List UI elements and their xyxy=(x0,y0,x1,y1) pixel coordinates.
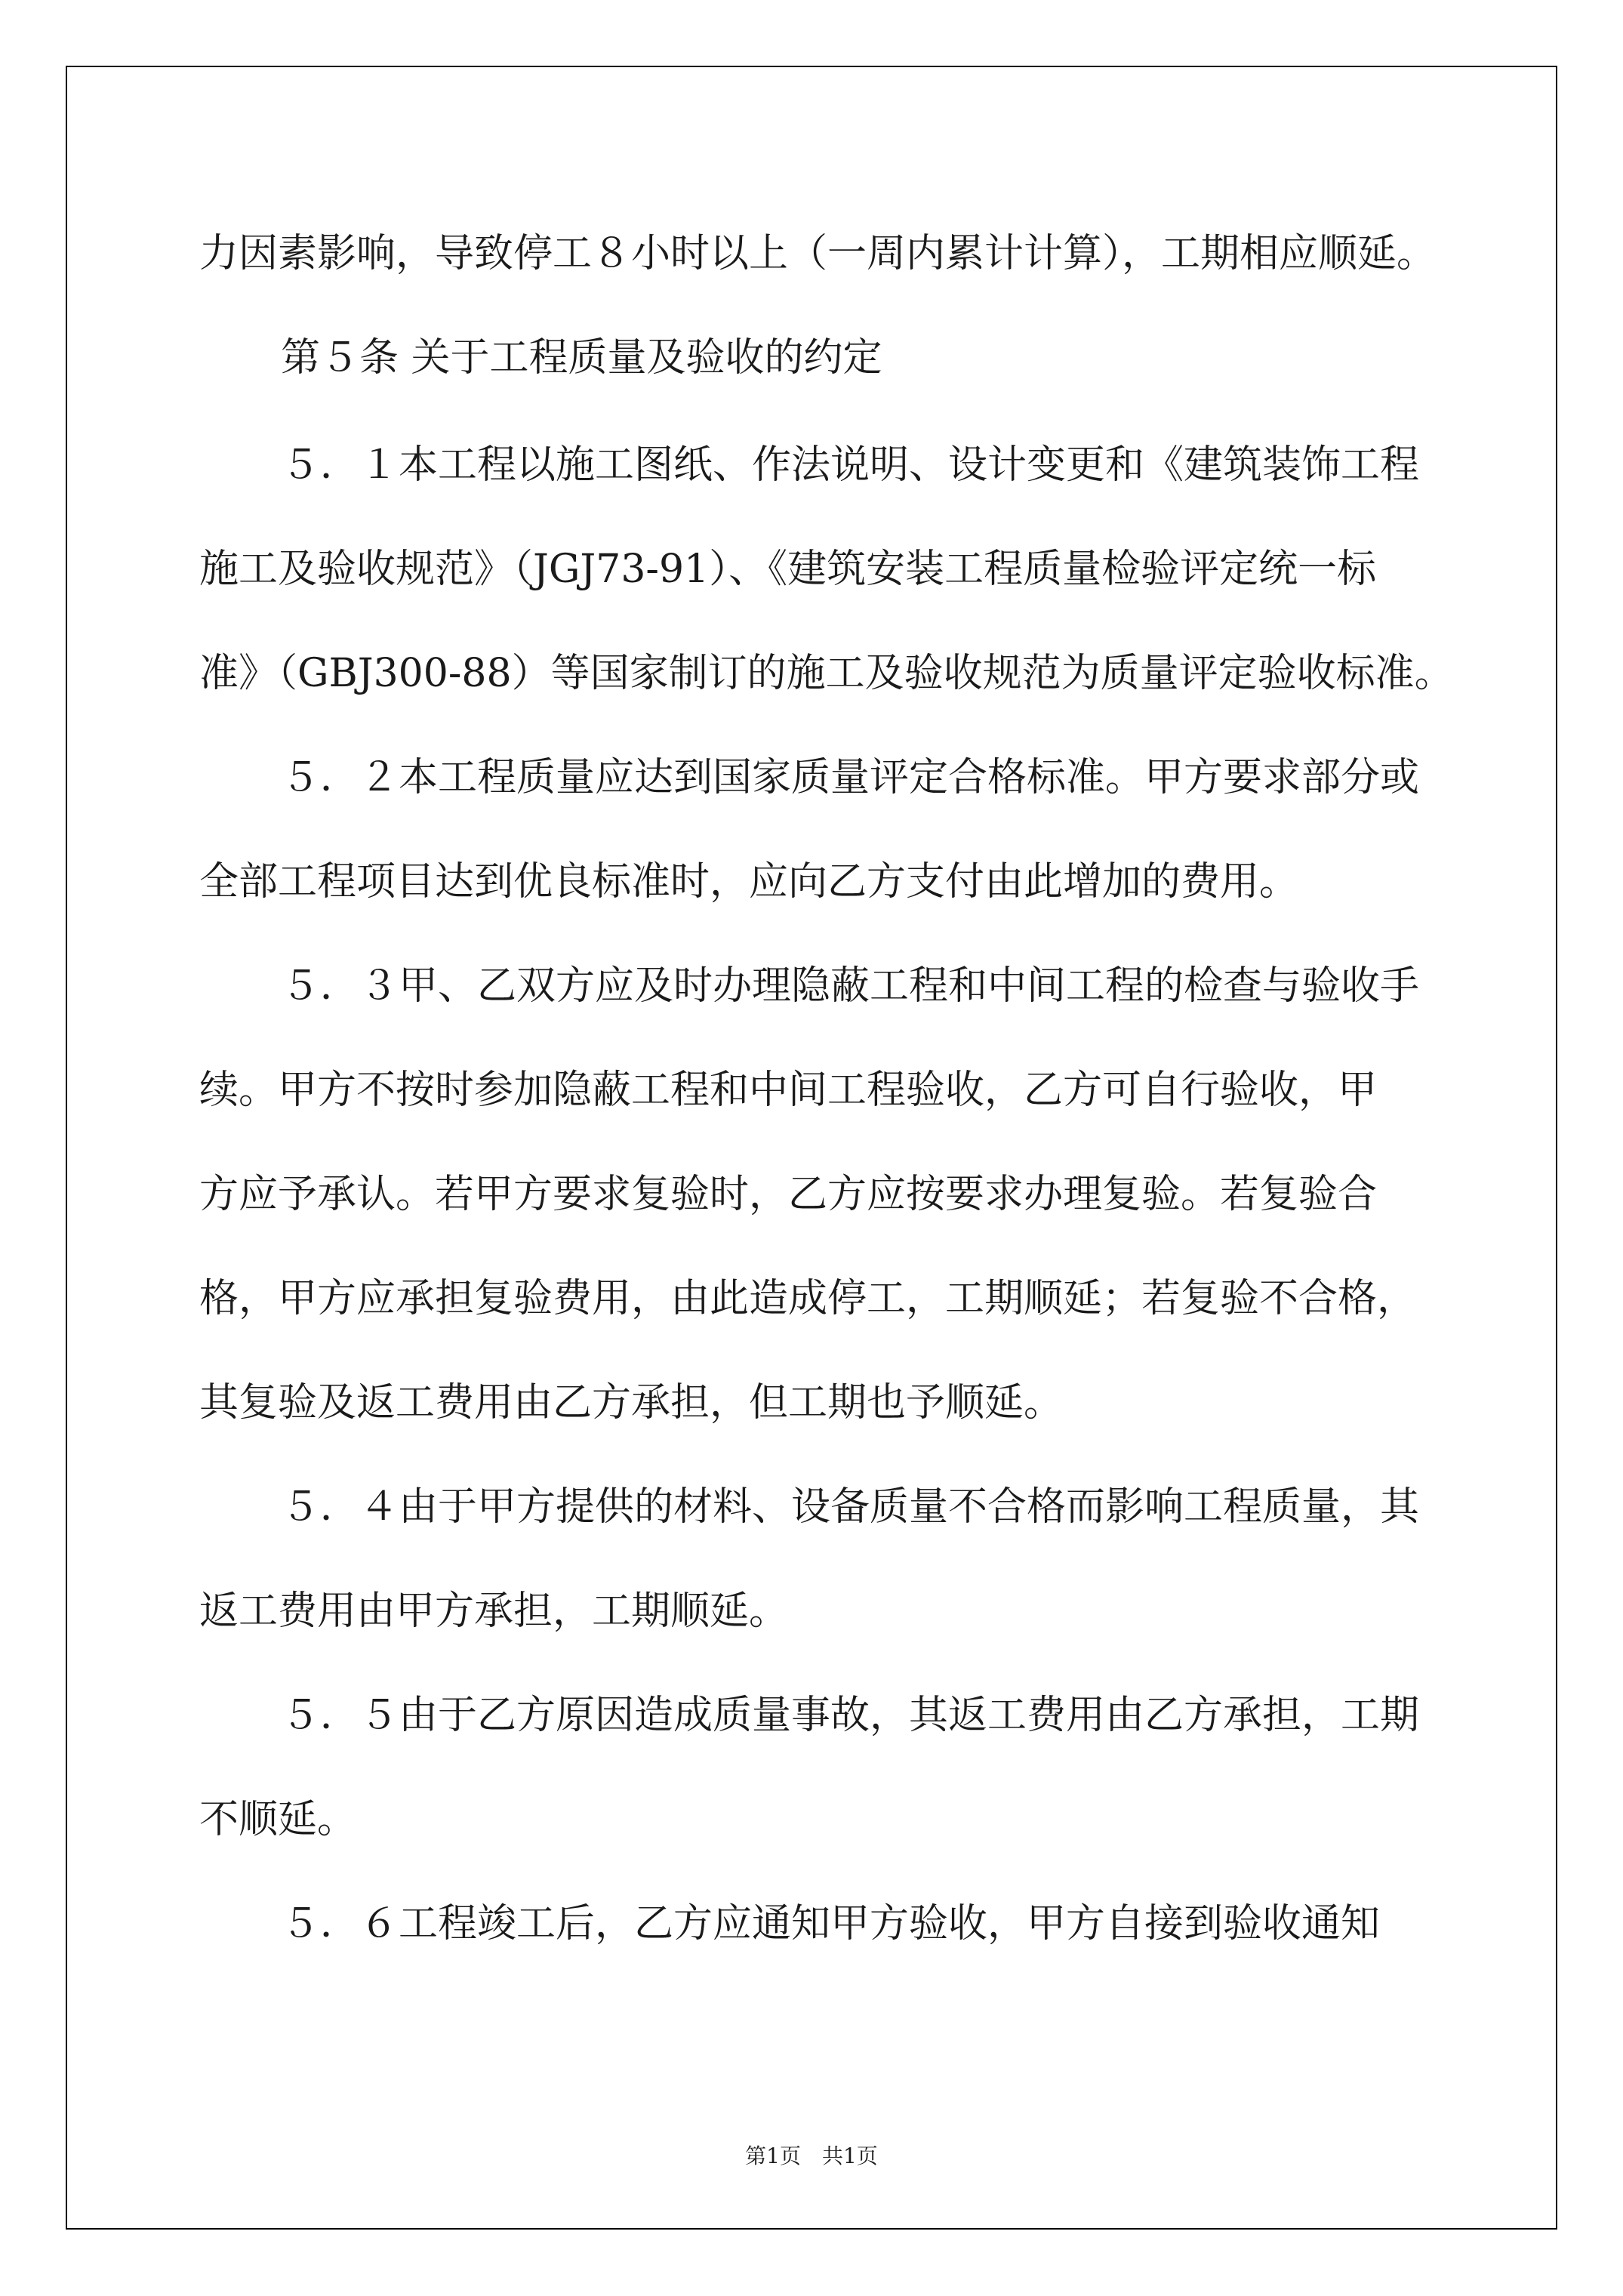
text-line: 格，甲方应承担复验费用，由此造成停工，工期顺延；若复验不合格， xyxy=(199,1276,1417,1321)
text-line: 其复验及返工费用由乙方承担，但工期也予顺延。 xyxy=(199,1380,1064,1425)
text-line: ５．６工程竣工后，乙方应通知甲方验收，甲方自接到验收通知 xyxy=(281,1901,1381,1946)
text-line: ５．２本工程质量应达到国家质量评定合格标准。甲方要求部分或 xyxy=(281,755,1420,800)
text-line: 方应予承认。若甲方要求复验时，乙方应按要求办理复验。若复验合 xyxy=(199,1172,1378,1217)
text-line: ５．１本工程以施工图纸、作法说明、设计变更和《建筑装饰工程 xyxy=(281,442,1420,488)
text-line: 力因素影响，导致停工８小时以上（一周内累计计算），工期相应顺延。 xyxy=(199,231,1437,276)
text-line: 续。甲方不按时参加隐蔽工程和中间工程验收，乙方可自行验收，甲 xyxy=(199,1068,1378,1113)
section-heading: 第５条 关于工程质量及验收的约定 xyxy=(281,335,882,381)
text-line: 全部工程项目达到优良标准时，应向乙方支付由此增加的费用。 xyxy=(199,859,1299,905)
text-line: 不顺延。 xyxy=(199,1797,357,1842)
text-line: 返工费用由甲方承担，工期顺延。 xyxy=(199,1589,789,1634)
text-line: ５．３甲、乙双方应及时办理隐蔽工程和中间工程的检查与验收手 xyxy=(281,963,1420,1009)
text-line: 准》（GBJ300-88）等国家制订的施工及验收规范为质量评定验收标准。 xyxy=(199,651,1454,696)
text-line: ５．４由于甲方提供的材料、设备质量不合格而影响工程质量，其 xyxy=(281,1484,1420,1530)
text-line: ５．５由于乙方原因造成质量事故，其返工费用由乙方承担，工期 xyxy=(281,1693,1420,1738)
text-line: 施工及验收规范》（JGJ73-91）、《建筑安装工程质量检验评定统一标 xyxy=(199,547,1377,592)
page-footer: 第1页 共1页 xyxy=(745,2143,878,2168)
